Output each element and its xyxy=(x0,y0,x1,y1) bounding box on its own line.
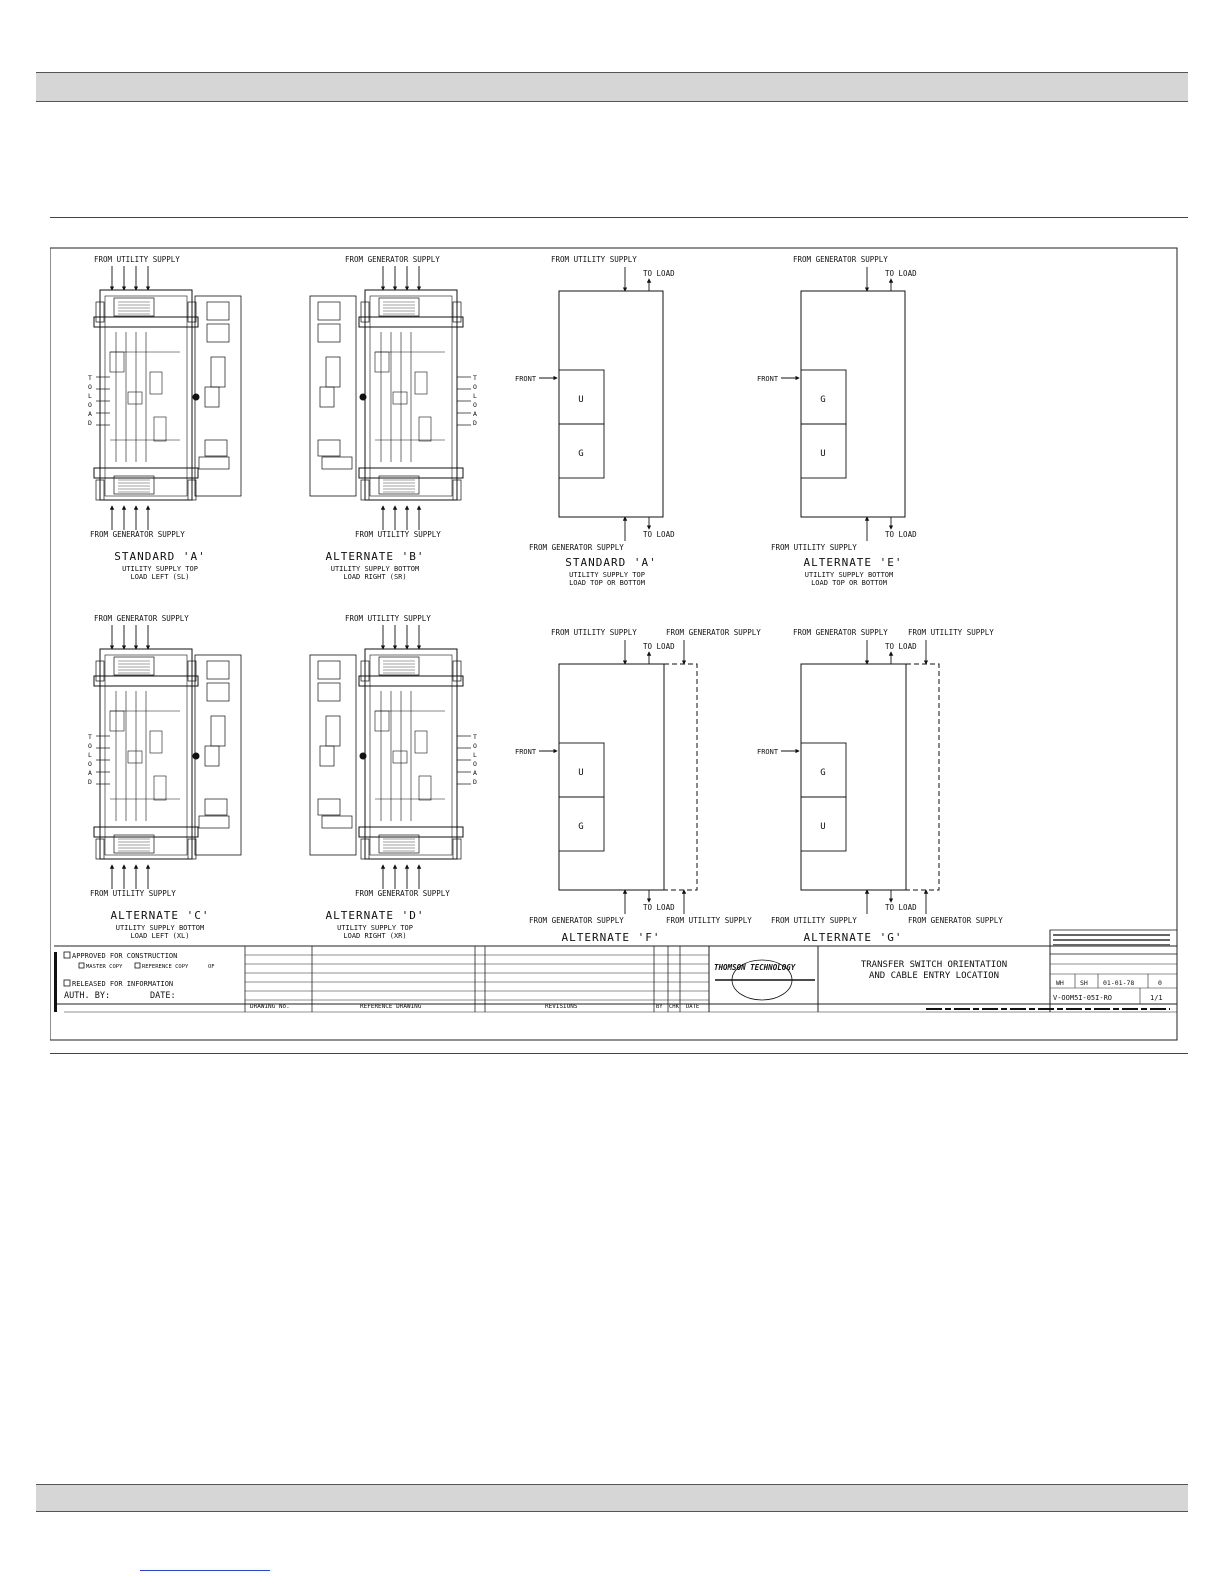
to-top-label: TO LOAD xyxy=(643,642,675,651)
box-title: ALTERNATE 'E' xyxy=(803,556,903,569)
bus-bar xyxy=(359,317,463,327)
load-letter: A xyxy=(88,769,92,777)
meter xyxy=(207,683,229,701)
drawing-sheet xyxy=(50,240,1188,1046)
panel-title: ALTERNATE 'B' xyxy=(325,550,425,563)
orientation-box-e xyxy=(757,255,917,587)
pivot xyxy=(193,753,200,760)
rect xyxy=(322,457,352,469)
box-subtitle-1: UTILITY SUPPLY BOTTOM xyxy=(804,571,894,579)
cabinet-outline xyxy=(801,664,906,890)
panel-title: ALTERNATE 'C' xyxy=(110,909,210,922)
from-bottom-label: FROM GENERATOR SUPPLY xyxy=(529,543,624,552)
from-top-label: FROM GENERATOR SUPPLY xyxy=(793,255,888,264)
upper-switch-label: U xyxy=(578,768,584,778)
pivot xyxy=(360,753,367,760)
breaker xyxy=(379,657,419,675)
rect xyxy=(320,387,334,407)
handle xyxy=(326,716,340,746)
panel-subtitle-1: UTILITY SUPPLY BOTTOM xyxy=(330,565,420,573)
aux-top-label: FROM GENERATOR SUPPLY xyxy=(666,628,761,637)
bus-bar xyxy=(94,827,198,837)
tb-col-reference: REFERENCE DRAWING xyxy=(360,1003,422,1010)
to-bottom-label: TO LOAD xyxy=(643,530,675,539)
rect xyxy=(415,731,427,753)
front-label: FRONT xyxy=(515,748,537,756)
rect xyxy=(415,372,427,394)
meter xyxy=(207,302,229,320)
load-letter: T xyxy=(473,733,477,741)
load-letter: T xyxy=(473,374,477,382)
box-title: ALTERNATE 'G' xyxy=(803,931,903,944)
box-title: STANDARD 'A' xyxy=(565,556,657,569)
panel-subtitle-2: LOAD RIGHT (XR) xyxy=(343,932,407,940)
load-letter: A xyxy=(473,410,477,418)
panel-subtitle-2: LOAD LEFT (XL) xyxy=(130,932,190,940)
rect xyxy=(320,746,334,766)
load-letter: D xyxy=(88,419,92,427)
aux-cabinet-outline xyxy=(906,664,939,890)
front-label: FRONT xyxy=(515,375,537,383)
from-top-label: FROM UTILITY SUPPLY xyxy=(551,255,637,264)
load-letter: L xyxy=(473,392,477,400)
rect xyxy=(393,392,407,404)
bus-bar xyxy=(359,676,463,686)
switch-panel-c xyxy=(88,614,241,940)
rect xyxy=(205,440,227,456)
meter xyxy=(207,661,229,679)
box-group xyxy=(515,255,1003,944)
aux-cabinet-outline xyxy=(664,664,697,890)
tb-checked: SH xyxy=(1080,979,1088,987)
panel-subtitle-2: LOAD LEFT (SL) xyxy=(130,573,190,581)
rect xyxy=(154,776,166,800)
from-top-label: FROM GENERATOR SUPPLY xyxy=(793,628,888,637)
aux-top-label: FROM UTILITY SUPPLY xyxy=(908,628,994,637)
footer-band xyxy=(36,1484,1188,1512)
cabinet-outline xyxy=(559,291,663,517)
tb-rev: 0 xyxy=(1158,979,1162,987)
aux-bottom-label: FROM UTILITY SUPPLY xyxy=(666,916,752,925)
rect xyxy=(375,352,389,372)
to-bottom-label: TO LOAD xyxy=(885,903,917,912)
box-subtitle-1: UTILITY SUPPLY TOP xyxy=(569,571,645,579)
side-cabinet xyxy=(310,655,356,855)
rect xyxy=(110,352,124,372)
breaker xyxy=(114,298,154,316)
switch-panel-b xyxy=(310,255,477,581)
box-title: ALTERNATE 'F' xyxy=(561,931,661,944)
rect xyxy=(205,799,227,815)
breaker xyxy=(114,835,154,853)
load-letter: O xyxy=(88,383,92,391)
to-top-label: TO LOAD xyxy=(885,269,917,278)
panel-subtitle-1: UTILITY SUPPLY BOTTOM xyxy=(115,924,205,932)
bus-bar xyxy=(94,676,198,686)
from-bottom-label: FROM GENERATOR SUPPLY xyxy=(529,916,624,925)
lower-switch-label: U xyxy=(820,822,826,832)
front-label: FRONT xyxy=(757,748,779,756)
tb-released: RELEASED FOR INFORMATION xyxy=(72,980,174,988)
from-bottom-label: FROM GENERATOR SUPPLY xyxy=(355,889,450,898)
load-letter: L xyxy=(473,751,477,759)
rect xyxy=(128,392,142,404)
tb-col-revisions: REVISIONS xyxy=(545,1003,578,1010)
load-letter: D xyxy=(88,778,92,786)
breaker xyxy=(379,476,419,494)
meter xyxy=(207,324,229,342)
tb-date-value: 01-01-78 xyxy=(1103,979,1135,987)
drawing-title-line1: TRANSFER SWITCH ORIENTATION xyxy=(860,960,1008,970)
load-letter: L xyxy=(88,392,92,400)
from-top-label: FROM UTILITY SUPPLY xyxy=(345,614,431,623)
handle xyxy=(211,716,225,746)
breaker xyxy=(114,657,154,675)
orientation-box-g xyxy=(757,628,1003,944)
bus-bar xyxy=(94,317,198,327)
rect xyxy=(128,751,142,763)
footer-link-underline xyxy=(140,1570,270,1571)
tb-col-chk: CHK xyxy=(669,1004,679,1010)
from-bottom-label: FROM UTILITY SUPPLY xyxy=(771,916,857,925)
pivot xyxy=(360,394,367,401)
tb-col-drawing: DRAWING No. xyxy=(250,1003,290,1010)
rect xyxy=(199,816,229,828)
from-top-label: FROM UTILITY SUPPLY xyxy=(94,255,180,264)
load-letter: O xyxy=(88,401,92,409)
tb-date-label: DATE: xyxy=(150,991,176,1001)
tb-col-by: BY xyxy=(656,1004,663,1010)
pivot xyxy=(193,394,200,401)
from-bottom-label: FROM UTILITY SUPPLY xyxy=(355,530,441,539)
switch-panel-d xyxy=(310,614,477,940)
rect xyxy=(322,816,352,828)
from-top-label: FROM GENERATOR SUPPLY xyxy=(345,255,440,264)
upper-switch-label: G xyxy=(820,768,826,778)
tb-master-copy: MASTER COPY xyxy=(86,964,123,970)
side-cabinet xyxy=(310,296,356,496)
tb-drawn: WH xyxy=(1056,979,1064,987)
meter xyxy=(318,324,340,342)
breaker xyxy=(379,835,419,853)
drawing-number: V-OOM5I-05I-RO xyxy=(1053,994,1113,1002)
rect xyxy=(205,387,219,407)
handle xyxy=(326,357,340,387)
tb-col-date: DATE xyxy=(686,1004,700,1010)
load-letter: O xyxy=(473,401,477,409)
lower-switch-label: G xyxy=(578,822,584,832)
rect xyxy=(150,731,162,753)
rect xyxy=(419,776,431,800)
cabinet-outline xyxy=(801,291,905,517)
load-letter: O xyxy=(473,383,477,391)
lower-switch-label: U xyxy=(820,449,826,459)
upper-switch-label: G xyxy=(820,395,826,405)
tb-reference-copy: REFERENCE COPY xyxy=(142,964,189,970)
box-subtitle-2: LOAD TOP OR BOTTOM xyxy=(569,579,645,587)
load-letter: A xyxy=(473,769,477,777)
box-subtitle-2: LOAD TOP OR BOTTOM xyxy=(811,579,887,587)
upper-switch-label: U xyxy=(578,395,584,405)
meter xyxy=(318,683,340,701)
load-letter: T xyxy=(88,733,92,741)
rect xyxy=(419,417,431,441)
from-bottom-label: FROM UTILITY SUPPLY xyxy=(771,543,857,552)
breaker xyxy=(379,298,419,316)
panel-title: STANDARD 'A' xyxy=(114,550,206,563)
load-letter: T xyxy=(88,374,92,382)
to-top-label: TO LOAD xyxy=(885,642,917,651)
divider-bottom xyxy=(50,1053,1188,1054)
front-label: FRONT xyxy=(757,375,779,383)
handle xyxy=(211,357,225,387)
drawing-title-line2: AND CABLE ENTRY LOCATION xyxy=(868,971,1000,981)
rect xyxy=(318,440,340,456)
load-letter: O xyxy=(88,760,92,768)
orientation-box-a2 xyxy=(515,255,675,587)
from-top-label: FROM UTILITY SUPPLY xyxy=(551,628,637,637)
meter xyxy=(318,661,340,679)
rect xyxy=(199,457,229,469)
bus-bar xyxy=(359,468,463,478)
aux-bottom-label: FROM GENERATOR SUPPLY xyxy=(908,916,1003,925)
to-bottom-label: TO LOAD xyxy=(885,530,917,539)
company-name: THOMSON TECHNOLOGY xyxy=(714,963,796,972)
rect xyxy=(110,711,124,731)
panel-group xyxy=(88,255,477,940)
cabinet-outline xyxy=(559,664,664,890)
load-letter: L xyxy=(88,751,92,759)
rect xyxy=(205,746,219,766)
from-bottom-label: FROM UTILITY SUPPLY xyxy=(90,889,176,898)
tb-approved: APPROVED FOR CONSTRUCTION xyxy=(72,952,178,960)
load-letter: A xyxy=(88,410,92,418)
rect xyxy=(375,711,389,731)
side-cabinet xyxy=(195,655,241,855)
breaker xyxy=(114,476,154,494)
switch-panel-a xyxy=(88,255,241,581)
tb-of: OF xyxy=(208,964,215,970)
rect xyxy=(393,751,407,763)
bus-bar xyxy=(94,468,198,478)
meter xyxy=(318,302,340,320)
orientation-box-f xyxy=(515,628,761,944)
tb-auth-by: AUTH. BY: xyxy=(64,991,111,1001)
load-letter: D xyxy=(473,778,477,786)
load-letter: O xyxy=(88,742,92,750)
to-bottom-label: TO LOAD xyxy=(643,903,675,912)
load-letter: O xyxy=(473,742,477,750)
panel-title: ALTERNATE 'D' xyxy=(325,909,425,922)
sheet-number: 1/1 xyxy=(1150,994,1163,1002)
header-band xyxy=(36,72,1188,102)
panel-subtitle-1: UTILITY SUPPLY TOP xyxy=(122,565,198,573)
divider-top xyxy=(50,217,1188,218)
rect xyxy=(154,417,166,441)
load-letter: D xyxy=(473,419,477,427)
bus-bar xyxy=(359,827,463,837)
load-letter: O xyxy=(473,760,477,768)
rect xyxy=(150,372,162,394)
panel-subtitle-1: UTILITY SUPPLY TOP xyxy=(337,924,413,932)
from-top-label: FROM GENERATOR SUPPLY xyxy=(94,614,189,623)
to-top-label: TO LOAD xyxy=(643,269,675,278)
panel-subtitle-2: LOAD RIGHT (SR) xyxy=(343,573,407,581)
from-bottom-label: FROM GENERATOR SUPPLY xyxy=(90,530,185,539)
rect xyxy=(318,799,340,815)
lower-switch-label: G xyxy=(578,449,584,459)
side-cabinet xyxy=(195,296,241,496)
